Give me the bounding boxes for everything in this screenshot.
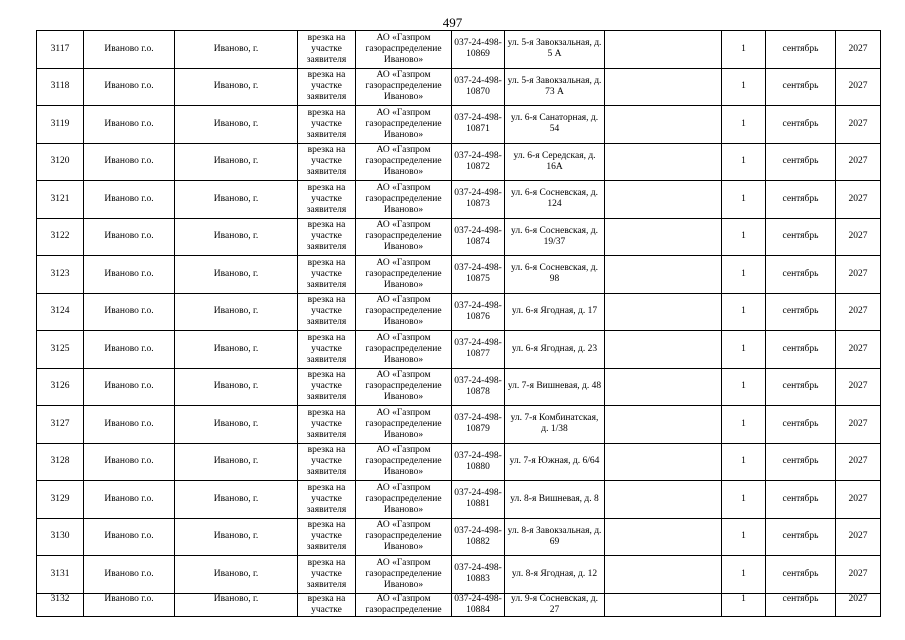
cell-address: ул. 6-я Санаторная, д. 54	[505, 106, 605, 144]
table-row	[37, 556, 881, 594]
cell-month: сентябрь	[766, 68, 836, 106]
cell-organization: АО «Газпром газораспределение Иваново»	[356, 181, 452, 219]
cell-organization: АО «Газпром газораспределение Иваново»	[356, 31, 452, 69]
cell-municipality: Иваново г.о.	[84, 218, 175, 256]
cell-municipality: Иваново г.о.	[84, 331, 175, 369]
cell-municipality: Иваново г.о.	[84, 481, 175, 519]
cell-municipality: Иваново г.о.	[84, 293, 175, 331]
cell-municipality: Иваново г.о.	[84, 31, 175, 69]
cell-municipality: Иваново г.о.	[84, 68, 175, 106]
cell-quantity: 1	[722, 143, 766, 181]
cell-month: сентябрь	[766, 593, 836, 616]
table-row	[37, 256, 881, 294]
cell-number: 3125	[37, 331, 84, 369]
cell-address: ул. 8-я Вишневая, д. 8	[505, 481, 605, 519]
cell-settlement: Иваново, г.	[175, 481, 298, 519]
cell-address: ул. 6-я Сосневская, д. 19/37	[505, 218, 605, 256]
cell-organization: АО «Газпром газораспределение Иваново»	[356, 143, 452, 181]
cell-settlement: Иваново, г.	[175, 106, 298, 144]
cell-object-code: 037-24-498-10878	[452, 368, 505, 406]
cell-quantity: 1	[722, 556, 766, 594]
cell-municipality: Иваново г.о.	[84, 256, 175, 294]
cell-month: сентябрь	[766, 481, 836, 519]
cell-municipality: Иваново г.о.	[84, 368, 175, 406]
cell-quantity: 1	[722, 331, 766, 369]
cell-settlement: Иваново, г.	[175, 368, 298, 406]
cell-municipality: Иваново г.о.	[84, 406, 175, 444]
cell-empty	[605, 331, 722, 369]
cell-quantity: 1	[722, 293, 766, 331]
table-row	[37, 518, 881, 556]
cell-work-type: врезка на участке заявителя	[298, 106, 356, 144]
cell-settlement: Иваново, г.	[175, 556, 298, 594]
cell-work-type: врезка на участке	[298, 593, 356, 616]
cell-municipality: Иваново г.о.	[84, 556, 175, 594]
cell-empty	[605, 218, 722, 256]
cell-year: 2027	[836, 31, 881, 69]
cell-year: 2027	[836, 218, 881, 256]
table-row	[37, 181, 881, 219]
cell-object-code: 037-24-498-10882	[452, 518, 505, 556]
cell-settlement: Иваново, г.	[175, 256, 298, 294]
table-row	[37, 481, 881, 519]
cell-municipality: Иваново г.о.	[84, 106, 175, 144]
cell-empty	[605, 556, 722, 594]
cell-year: 2027	[836, 68, 881, 106]
cell-quantity: 1	[722, 218, 766, 256]
cell-object-code: 037-24-498-10884	[452, 593, 505, 616]
cell-work-type: врезка на участке заявителя	[298, 518, 356, 556]
cell-number: 3127	[37, 406, 84, 444]
cell-year: 2027	[836, 406, 881, 444]
cell-work-type: врезка на участке заявителя	[298, 143, 356, 181]
cell-year: 2027	[836, 481, 881, 519]
cell-month: сентябрь	[766, 331, 836, 369]
cell-quantity: 1	[722, 368, 766, 406]
cell-address: ул. 6-я Ягодная, д. 23	[505, 331, 605, 369]
cell-empty	[605, 518, 722, 556]
cell-month: сентябрь	[766, 106, 836, 144]
cell-organization: АО «Газпром газораспределение Иваново»	[356, 256, 452, 294]
cell-work-type: врезка на участке заявителя	[298, 481, 356, 519]
cell-settlement: Иваново, г.	[175, 406, 298, 444]
cell-year: 2027	[836, 106, 881, 144]
cell-quantity: 1	[722, 256, 766, 294]
cell-year: 2027	[836, 331, 881, 369]
cell-quantity: 1	[722, 106, 766, 144]
cell-number: 3118	[37, 68, 84, 106]
cell-address: ул. 8-я Завокзальная, д. 69	[505, 518, 605, 556]
cell-number: 3124	[37, 293, 84, 331]
cell-settlement: Иваново, г.	[175, 143, 298, 181]
cell-object-code: 037-24-498-10881	[452, 481, 505, 519]
cell-work-type: врезка на участке заявителя	[298, 31, 356, 69]
cell-work-type: врезка на участке заявителя	[298, 368, 356, 406]
cell-settlement: Иваново, г.	[175, 443, 298, 481]
cell-object-code: 037-24-498-10879	[452, 406, 505, 444]
cell-year: 2027	[836, 143, 881, 181]
cell-quantity: 1	[722, 68, 766, 106]
cell-year: 2027	[836, 181, 881, 219]
cell-settlement: Иваново, г.	[175, 181, 298, 219]
cell-empty	[605, 443, 722, 481]
cell-work-type: врезка на участке заявителя	[298, 181, 356, 219]
cell-address: ул. 6-я Ягодная, д. 17	[505, 293, 605, 331]
cell-empty	[605, 481, 722, 519]
cell-empty	[605, 406, 722, 444]
cell-year: 2027	[836, 593, 881, 616]
table-row	[37, 593, 881, 616]
cell-month: сентябрь	[766, 181, 836, 219]
cell-address: ул. 6-я Сосневская, д. 98	[505, 256, 605, 294]
cell-number: 3120	[37, 143, 84, 181]
cell-month: сентябрь	[766, 518, 836, 556]
table-row	[37, 106, 881, 144]
cell-work-type: врезка на участке заявителя	[298, 68, 356, 106]
cell-organization: АО «Газпром газораспределение Иваново»	[356, 68, 452, 106]
cell-empty	[605, 293, 722, 331]
cell-year: 2027	[836, 556, 881, 594]
cell-address: ул. 5-я Завокзальная, д. 73 А	[505, 68, 605, 106]
cell-empty	[605, 143, 722, 181]
cell-month: сентябрь	[766, 406, 836, 444]
cell-organization: АО «Газпром газораспределение Иваново»	[356, 368, 452, 406]
cell-number: 3130	[37, 518, 84, 556]
cell-municipality: Иваново г.о.	[84, 443, 175, 481]
cell-settlement: Иваново, г.	[175, 518, 298, 556]
cell-municipality: Иваново г.о.	[84, 181, 175, 219]
cell-address: ул. 9-я Сосневская, д. 27	[505, 593, 605, 616]
cell-number: 3129	[37, 481, 84, 519]
cell-object-code: 037-24-498-10873	[452, 181, 505, 219]
cell-address: ул. 7-я Южная, д. 6/64	[505, 443, 605, 481]
cell-work-type: врезка на участке заявителя	[298, 331, 356, 369]
cell-month: сентябрь	[766, 556, 836, 594]
cell-quantity: 1	[722, 406, 766, 444]
cell-address: ул. 7-я Вишневая, д. 48	[505, 368, 605, 406]
cell-address: ул. 6-я Сосневская, д. 124	[505, 181, 605, 219]
cell-number: 3117	[37, 31, 84, 69]
cell-organization: АО «Газпром газораспределение Иваново»	[356, 406, 452, 444]
table-row	[37, 68, 881, 106]
cell-work-type: врезка на участке заявителя	[298, 443, 356, 481]
cell-organization: АО «Газпром газораспределение Иваново»	[356, 293, 452, 331]
cell-work-type: врезка на участке заявителя	[298, 256, 356, 294]
table-row	[37, 293, 881, 331]
cell-organization: АО «Газпром газораспределение Иваново»	[356, 518, 452, 556]
cell-organization: АО «Газпром газораспределение Иваново»	[356, 556, 452, 594]
cell-object-code: 037-24-498-10876	[452, 293, 505, 331]
table-row	[37, 443, 881, 481]
cell-number: 3128	[37, 443, 84, 481]
register-rows	[37, 31, 881, 617]
cell-municipality: Иваново г.о.	[84, 143, 175, 181]
cell-settlement: Иваново, г.	[175, 218, 298, 256]
table-row	[37, 368, 881, 406]
cell-object-code: 037-24-498-10880	[452, 443, 505, 481]
cell-quantity: 1	[722, 31, 766, 69]
table-row	[37, 331, 881, 369]
cell-organization: АО «Газпром газораспределение	[356, 593, 452, 616]
register-table	[36, 30, 881, 617]
cell-organization: АО «Газпром газораспределение Иваново»	[356, 106, 452, 144]
cell-object-code: 037-24-498-10872	[452, 143, 505, 181]
cell-number: 3122	[37, 218, 84, 256]
page-number: 497	[442, 15, 463, 30]
cell-month: сентябрь	[766, 293, 836, 331]
cell-quantity: 1	[722, 443, 766, 481]
table-row	[37, 218, 881, 256]
cell-work-type: врезка на участке заявителя	[298, 556, 356, 594]
cell-settlement: Иваново, г.	[175, 293, 298, 331]
cell-month: сентябрь	[766, 218, 836, 256]
cell-empty	[605, 31, 722, 69]
cell-empty	[605, 181, 722, 219]
cell-empty	[605, 106, 722, 144]
cell-number: 3119	[37, 106, 84, 144]
cell-year: 2027	[836, 368, 881, 406]
cell-address: ул. 6-я Середская, д. 16А	[505, 143, 605, 181]
cell-object-code: 037-24-498-10871	[452, 106, 505, 144]
cell-number: 3126	[37, 368, 84, 406]
cell-organization: АО «Газпром газораспределение Иваново»	[356, 331, 452, 369]
cell-settlement: Иваново, г.	[175, 331, 298, 369]
cell-month: сентябрь	[766, 31, 836, 69]
cell-month: сентябрь	[766, 443, 836, 481]
cell-organization: АО «Газпром газораспределение Иваново»	[356, 443, 452, 481]
cell-empty	[605, 256, 722, 294]
cell-object-code: 037-24-498-10877	[452, 331, 505, 369]
table-row	[37, 406, 881, 444]
cell-year: 2027	[836, 443, 881, 481]
table-row	[37, 31, 881, 69]
cell-address: ул. 5-я Завокзальная, д. 5 А	[505, 31, 605, 69]
cell-object-code: 037-24-498-10883	[452, 556, 505, 594]
cell-number: 3131	[37, 556, 84, 594]
cell-organization: АО «Газпром газораспределение Иваново»	[356, 218, 452, 256]
cell-object-code: 037-24-498-10875	[452, 256, 505, 294]
cell-work-type: врезка на участке заявителя	[298, 218, 356, 256]
cell-month: сентябрь	[766, 256, 836, 294]
cell-address: ул. 8-я Ягодная, д. 12	[505, 556, 605, 594]
cell-year: 2027	[836, 293, 881, 331]
cell-object-code: 037-24-498-10870	[452, 68, 505, 106]
cell-settlement: Иваново, г.	[175, 593, 298, 616]
cell-empty	[605, 68, 722, 106]
cell-number: 3132	[37, 593, 84, 616]
cell-quantity: 1	[722, 181, 766, 219]
cell-settlement: Иваново, г.	[175, 68, 298, 106]
cell-object-code: 037-24-498-10874	[452, 218, 505, 256]
cell-settlement: Иваново, г.	[175, 31, 298, 69]
cell-work-type: врезка на участке заявителя	[298, 293, 356, 331]
cell-quantity: 1	[722, 593, 766, 616]
cell-organization: АО «Газпром газораспределение Иваново»	[356, 481, 452, 519]
cell-month: сентябрь	[766, 368, 836, 406]
cell-year: 2027	[836, 256, 881, 294]
cell-year: 2027	[836, 518, 881, 556]
cell-address: ул. 7-я Комбинатская, д. 1/38	[505, 406, 605, 444]
cell-empty	[605, 593, 722, 616]
cell-month: сентябрь	[766, 143, 836, 181]
table-row	[37, 143, 881, 181]
cell-number: 3123	[37, 256, 84, 294]
cell-work-type: врезка на участке заявителя	[298, 406, 356, 444]
cell-quantity: 1	[722, 481, 766, 519]
cell-municipality: Иваново г.о.	[84, 518, 175, 556]
cell-object-code: 037-24-498-10869	[452, 31, 505, 69]
cell-empty	[605, 368, 722, 406]
cell-number: 3121	[37, 181, 84, 219]
cell-municipality: Иваново г.о.	[84, 593, 175, 616]
cell-quantity: 1	[722, 518, 766, 556]
